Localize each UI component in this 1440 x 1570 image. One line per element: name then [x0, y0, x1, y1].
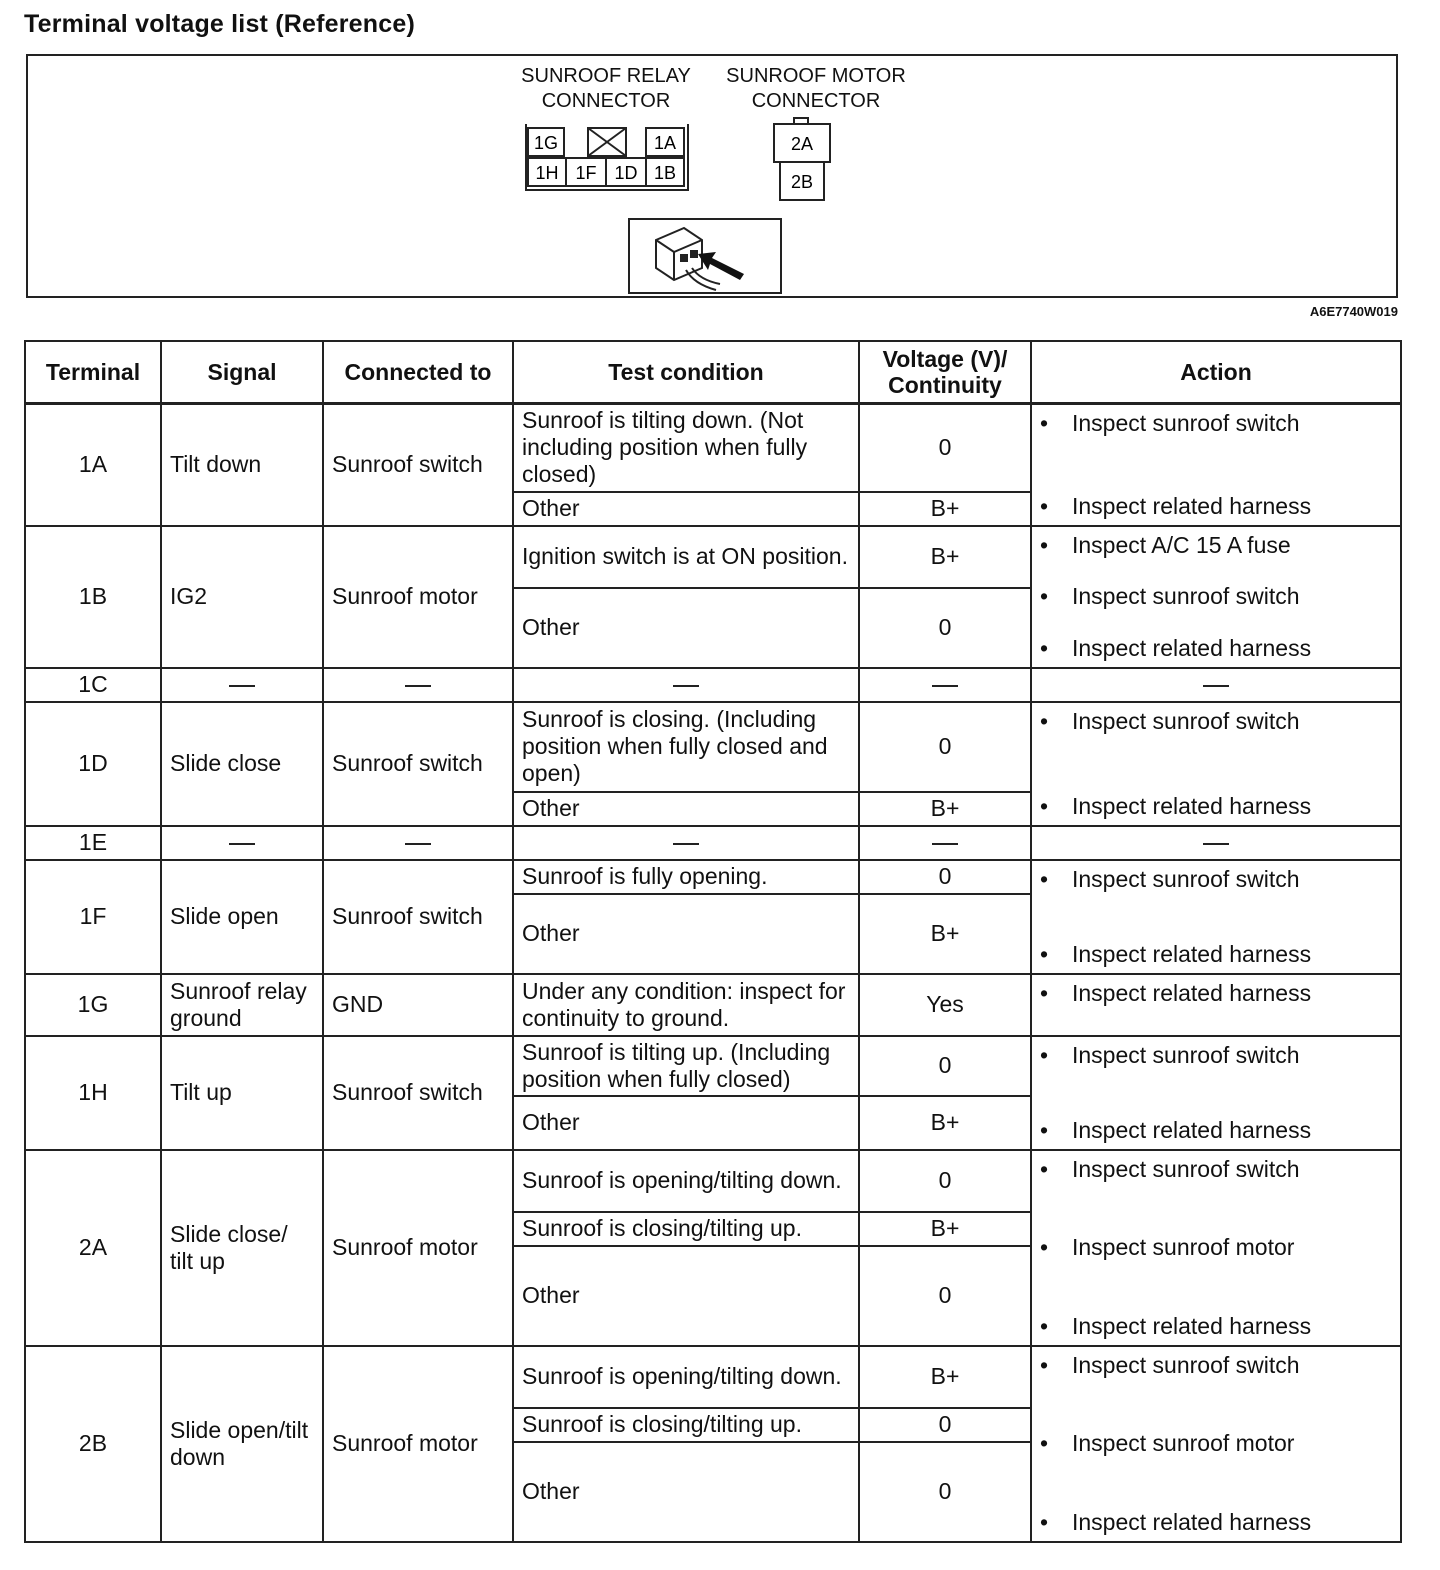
terminal-cell: 2B — [25, 1346, 161, 1542]
action-text: Inspect related harness — [1072, 792, 1312, 819]
terminal-cell: 1E — [25, 826, 161, 860]
voltage-cell: 0 — [859, 702, 1031, 792]
action-item — [1040, 583, 1392, 610]
bullet-icon: • — [1040, 979, 1049, 1006]
action-item — [1040, 1042, 1392, 1069]
action-text: Inspect related harness — [1072, 979, 1312, 1006]
header-cell: Action — [1031, 341, 1401, 404]
signal-cell: Slide close/ tilt up — [161, 1150, 323, 1346]
bullet-icon: • — [1040, 1508, 1049, 1535]
test-condition-cell: Ignition switch is at ON position. — [513, 526, 859, 588]
empty-dash-cell — [1031, 826, 1401, 860]
action-text: Inspect sunroof switch — [1072, 583, 1300, 609]
bullet-icon: • — [1040, 1116, 1049, 1143]
terminal-voltage-table — [24, 340, 1402, 1543]
action-item — [1040, 532, 1392, 559]
signal-cell: Slide open/tilt down — [161, 1346, 323, 1542]
action-item — [1040, 493, 1392, 520]
action-cell — [1031, 974, 1401, 1036]
signal-cell: IG2 — [161, 526, 323, 668]
test-condition-cell: Other — [513, 1246, 859, 1346]
bullet-icon: • — [1040, 492, 1049, 519]
empty-dash-cell — [161, 668, 323, 702]
bullet-icon: • — [1040, 792, 1049, 819]
action-item — [1040, 635, 1392, 662]
empty-dash-cell — [859, 826, 1031, 860]
test-condition-cell: Other — [513, 1096, 859, 1150]
signal-cell: Slide close — [161, 702, 323, 826]
bullet-icon: • — [1040, 1155, 1049, 1182]
action-text: Inspect related harness — [1072, 1312, 1312, 1339]
motor-connector-label: SUNROOF MOTOR CONNECTOR — [726, 65, 906, 112]
action-text: Inspect related harness — [1072, 634, 1312, 661]
terminal-cell: 1F — [25, 860, 161, 974]
action-text: Inspect sunroof motor — [1072, 1430, 1295, 1456]
bullet-icon: • — [1040, 707, 1049, 734]
test-condition-cell: Sunroof is opening/tilting down. — [513, 1150, 859, 1212]
bullet-icon: • — [1040, 583, 1049, 609]
test-condition-cell: Sunroof is tilting down. (Not including position when fully closed) — [513, 404, 859, 492]
test-condition-cell: Sunroof is fully opening. — [513, 860, 859, 894]
action-text: Inspect A/C 15 A fuse — [1072, 531, 1291, 558]
bullet-icon: • — [1040, 1430, 1049, 1456]
connected-to-cell: Sunroof motor — [323, 1346, 513, 1542]
empty-dash-cell — [513, 826, 859, 860]
bullet-icon: • — [1040, 531, 1049, 558]
connected-to-cell: Sunroof motor — [323, 526, 513, 668]
bullet-icon: • — [1040, 409, 1049, 436]
terminal-cell: 1B — [25, 526, 161, 668]
voltage-cell: B+ — [859, 492, 1031, 526]
action-item — [1040, 1156, 1392, 1183]
voltage-cell: 0 — [859, 1246, 1031, 1346]
action-text: Inspect sunroof switch — [1072, 1041, 1300, 1068]
table-header-row — [25, 341, 1401, 404]
empty-dash-cell — [323, 826, 513, 860]
action-cell — [1031, 1346, 1401, 1542]
table-row — [25, 974, 1401, 1036]
figure-code: A6E7740W019 — [1309, 304, 1398, 319]
action-item — [1040, 941, 1392, 968]
relay-connector-icon — [518, 120, 698, 200]
bullet-icon: • — [1040, 940, 1049, 967]
voltage-cell: B+ — [859, 792, 1031, 826]
signal-cell: Sunroof relay ground — [161, 974, 323, 1036]
action-item — [1040, 708, 1392, 735]
action-item — [1040, 410, 1392, 437]
action-text: Inspect related harness — [1072, 1116, 1312, 1143]
voltage-cell: 0 — [859, 588, 1031, 668]
test-condition-cell: Sunroof is tilting up. (Including position when fully closed) — [513, 1036, 859, 1096]
action-item — [1040, 1117, 1392, 1144]
empty-dash-cell — [161, 826, 323, 860]
table-row — [25, 702, 1401, 792]
signal-cell: Tilt down — [161, 404, 323, 526]
terminal-cell: 1G — [25, 974, 161, 1036]
header-cell: Voltage (V)/ Continuity — [859, 341, 1031, 404]
action-cell — [1031, 526, 1401, 668]
connected-to-cell: Sunroof switch — [323, 404, 513, 526]
relay-connector-label: SUNROOF RELAY CONNECTOR — [521, 65, 691, 112]
action-text: Inspect sunroof switch — [1072, 707, 1300, 734]
voltage-cell: 0 — [859, 1150, 1031, 1212]
test-condition-cell: Sunroof is closing/tilting up. — [513, 1408, 859, 1442]
terminal-cell: 1A — [25, 404, 161, 526]
voltage-cell: B+ — [859, 1096, 1031, 1150]
connected-to-cell: Sunroof motor — [323, 1150, 513, 1346]
empty-dash-cell — [1031, 668, 1401, 702]
test-condition-cell: Other — [513, 792, 859, 826]
empty-dash-cell — [513, 668, 859, 702]
bullet-icon: • — [1040, 1041, 1049, 1068]
test-condition-cell: Other — [513, 1442, 859, 1542]
action-item — [1040, 793, 1392, 820]
action-item — [1040, 866, 1392, 893]
voltage-cell: 0 — [859, 1408, 1031, 1442]
bullet-icon: • — [1040, 634, 1049, 661]
relay-pin-label: 1A — [653, 133, 677, 153]
header-cell: Signal — [161, 341, 323, 404]
header-cell: Terminal — [25, 341, 161, 404]
empty-dash-cell — [323, 668, 513, 702]
action-text: Inspect sunroof switch — [1072, 409, 1300, 436]
action-item — [1040, 1430, 1392, 1457]
bullet-icon: • — [1040, 1234, 1049, 1260]
test-condition-cell: Other — [513, 492, 859, 526]
voltage-cell: 0 — [859, 1036, 1031, 1096]
action-text: Inspect sunroof switch — [1072, 1351, 1300, 1378]
table-row — [25, 1150, 1401, 1212]
table-row — [25, 826, 1401, 860]
test-condition-cell: Sunroof is closing. (Including position when fully closed and open) — [513, 702, 859, 792]
table-row — [25, 1346, 1401, 1408]
relay-pin-label: 1D — [614, 163, 638, 183]
terminal-cell: 1D — [25, 702, 161, 826]
terminal-cell: 2A — [25, 1150, 161, 1346]
motor-pin-label: 2A — [790, 134, 814, 154]
connected-to-cell: GND — [323, 974, 513, 1036]
action-text: Inspect related harness — [1072, 940, 1312, 967]
action-cell — [1031, 1150, 1401, 1346]
voltage-cell: 0 — [859, 860, 1031, 894]
voltage-cell: B+ — [859, 894, 1031, 974]
relay-pin-label: 1H — [535, 163, 559, 183]
test-condition-cell: Other — [513, 894, 859, 974]
table-row — [25, 1036, 1401, 1096]
terminal-cell: 1H — [25, 1036, 161, 1150]
action-cell — [1031, 860, 1401, 974]
table-row — [25, 860, 1401, 894]
action-text: Inspect sunroof switch — [1072, 865, 1300, 892]
empty-dash-cell — [859, 668, 1031, 702]
page-title: Terminal voltage list (Reference) — [24, 10, 415, 38]
signal-cell: Slide open — [161, 860, 323, 974]
voltage-cell: 0 — [859, 1442, 1031, 1542]
voltage-cell: B+ — [859, 1346, 1031, 1408]
action-item — [1040, 1313, 1392, 1340]
voltage-cell: B+ — [859, 526, 1031, 588]
action-item — [1040, 1509, 1392, 1536]
bullet-icon: • — [1040, 865, 1049, 892]
table-row — [25, 526, 1401, 588]
connector-diagram — [26, 54, 1398, 298]
action-text: Inspect sunroof motor — [1072, 1234, 1295, 1260]
action-text: Inspect sunroof switch — [1072, 1155, 1300, 1182]
relay-pin-label: 1G — [533, 133, 559, 153]
connected-to-cell: Sunroof switch — [323, 1036, 513, 1150]
table-row — [25, 404, 1401, 492]
connected-to-cell: Sunroof switch — [323, 860, 513, 974]
action-cell — [1031, 1036, 1401, 1150]
action-cell — [1031, 702, 1401, 826]
relay-pin-label: 1F — [575, 163, 597, 183]
table-row — [25, 668, 1401, 702]
action-text: Inspect related harness — [1072, 1508, 1312, 1535]
action-item — [1040, 980, 1392, 1007]
voltage-cell: B+ — [859, 1212, 1031, 1246]
action-cell — [1031, 404, 1401, 526]
action-item — [1040, 1234, 1392, 1261]
test-condition-cell: Other — [513, 588, 859, 668]
voltage-cell: Yes — [859, 974, 1031, 1036]
connector-view-icon — [628, 218, 782, 294]
terminal-cell: 1C — [25, 668, 161, 702]
motor-pin-label: 2B — [790, 172, 814, 192]
motor-connector-icon — [768, 114, 838, 206]
voltage-cell: 0 — [859, 404, 1031, 492]
bullet-icon: • — [1040, 1312, 1049, 1339]
header-cell: Connected to — [323, 341, 513, 404]
bullet-icon: • — [1040, 1351, 1049, 1378]
connected-to-cell: Sunroof switch — [323, 702, 513, 826]
test-condition-cell: Sunroof is closing/tilting up. — [513, 1212, 859, 1246]
signal-cell: Tilt up — [161, 1036, 323, 1150]
relay-pin-label: 1B — [653, 163, 677, 183]
test-condition-cell: Under any condition: inspect for continuity to ground. — [513, 974, 859, 1036]
action-text: Inspect related harness — [1072, 492, 1312, 519]
action-item — [1040, 1352, 1392, 1379]
header-cell: Test condition — [513, 341, 859, 404]
test-condition-cell: Sunroof is opening/tilting down. — [513, 1346, 859, 1408]
